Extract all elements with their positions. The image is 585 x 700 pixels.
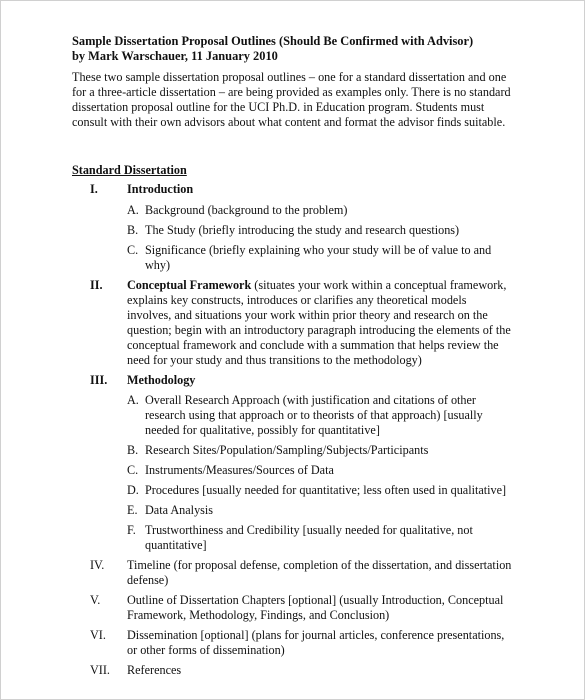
subitem-text: Background (background to the problem) xyxy=(145,203,348,217)
outline-subitem xyxy=(127,393,512,438)
subitem-letter: F. xyxy=(127,523,136,537)
document-title xyxy=(72,34,512,64)
outline-item xyxy=(72,182,512,197)
outline-heading: Introduction xyxy=(127,182,194,196)
subitem-letter: D. xyxy=(127,483,139,497)
outline-text: Dissemination [optional] (plans for journal articles, conference presentations, or other forms of dissemination) xyxy=(127,628,505,657)
outline-subitem xyxy=(127,243,512,273)
outline-heading: Conceptual Framework xyxy=(127,278,252,292)
outline-subitem xyxy=(127,483,512,498)
title-line-1: Sample Dissertation Proposal Outlines (Should Be Confirmed with Advisor) xyxy=(72,34,474,48)
subitem-letter: A. xyxy=(127,393,139,407)
outline-number: I. xyxy=(90,182,98,196)
outline-item xyxy=(72,593,512,623)
outline-text: References xyxy=(127,663,182,677)
subitem-text: The Study (briefly introducing the study and research questions) xyxy=(145,223,460,237)
outline-number: III. xyxy=(90,373,108,387)
outline-text: (situates your work within a conceptual framework, explains key constructs, introduces or clarifies any theoretical models involves, and situations your work within prior theory and research on the question; begin with an introductory paragraph introducing the elements of the conceptual framework and conclude with a summation that helps review the need for your study and thus transitions to the methodology) xyxy=(127,278,511,367)
outline-heading: Methodology xyxy=(127,373,196,387)
subitem-letter: A. xyxy=(127,203,139,217)
outline-text: Timeline (for proposal defense, completion of the dissertation, and dissertation defense) xyxy=(127,558,512,587)
subitem-letter: B. xyxy=(127,223,139,237)
outline-subitem xyxy=(127,503,512,518)
intro-paragraph: These two sample dissertation proposal outlines – one for a standard dissertation and one for a three-article dissertation – are being provided as examples only. There is no standard dissertation proposal outline for the UCI Ph.D. in Education program. Students must consult with their own advisors about what content and format the advisor finds suitable. xyxy=(72,70,511,129)
subitem-text: Instruments/Measures/Sources of Data xyxy=(145,463,334,477)
subitem-letter: C. xyxy=(127,463,139,477)
outline-number: II. xyxy=(90,278,103,292)
document-page xyxy=(72,34,512,678)
section-heading: Standard Dissertation xyxy=(72,163,187,177)
outline-subitem xyxy=(127,223,512,238)
subitem-text: Trustworthiness and Credibility [usually needed for qualitative, not quantitative] xyxy=(145,523,473,552)
outline-subitem xyxy=(127,203,512,218)
outline-item xyxy=(72,558,512,588)
subitem-letter: B. xyxy=(127,443,139,457)
outline-number: V. xyxy=(90,593,101,607)
outline-number: VI. xyxy=(90,628,106,642)
outline-item xyxy=(72,628,512,658)
outline-number: IV. xyxy=(90,558,105,572)
outline-item xyxy=(72,278,512,368)
subitem-letter: C. xyxy=(127,243,139,257)
outline-subitem xyxy=(127,523,512,553)
outline-text: Outline of Dissertation Chapters [optional] (usually Introduction, Conceptual Framework, Methodology, Findings, and Conclusion) xyxy=(127,593,504,622)
subitem-text: Data Analysis xyxy=(145,503,214,517)
subitem-text: Significance (briefly explaining who your study will be of value to and why) xyxy=(145,243,492,272)
outline-item xyxy=(72,373,512,388)
subitem-text: Research Sites/Population/Sampling/Subjects/Participants xyxy=(145,443,429,457)
title-line-2: by Mark Warschauer, 11 January 2010 xyxy=(72,49,278,63)
subitem-text: Procedures [usually needed for quantitative; less often used in qualitative] xyxy=(145,483,507,497)
outline-subitem xyxy=(127,443,512,458)
subitem-letter: E. xyxy=(127,503,138,517)
subitem-text: Overall Research Approach (with justification and citations of other research using that approach or to theorists of that approach) [usually needed for qualitative, possibly for quantitative] xyxy=(145,393,483,437)
outline-subitem xyxy=(127,463,512,478)
outline-item xyxy=(72,663,512,678)
outline-number: VII. xyxy=(90,663,110,677)
